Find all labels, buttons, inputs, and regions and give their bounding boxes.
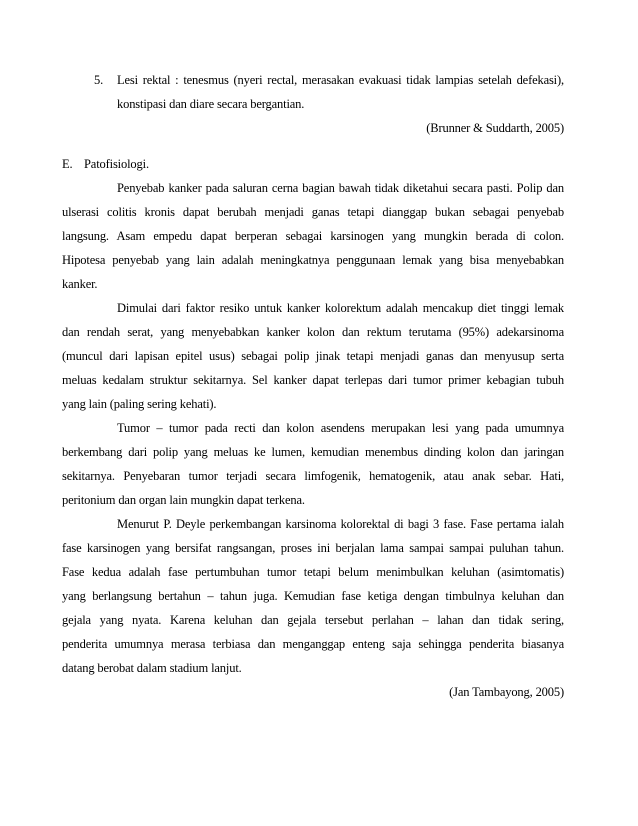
paragraph-line: Hipotesa penyebab yang lain adalah meningkatnya penggunaan lemak yang bisa menyebabkan xyxy=(62,253,564,267)
paragraph-line: yang berlangsung bertahun – tahun juga. Kemudian fase ketiga dengan timbulnya keluhan dan xyxy=(62,589,564,603)
paragraph-line: (muncul dari lapisan epitel usus) sebagai polip jinak tetapi menjadi ganas dan menyusup serta xyxy=(62,349,564,363)
paragraph-line: kanker. xyxy=(62,277,98,291)
paragraph-line: Penyebab kanker pada saluran cerna bagian bawah tidak diketahui secara pasti. Polip dan xyxy=(117,181,564,195)
paragraph-line: berkembang dari polip yang meluas ke lumen, kemudian menembus dinding kolon dan jaringan xyxy=(62,445,564,459)
paragraph-line: meluas kedalam struktur sekitarnya. Sel kanker dapat terlepas dari tumor primer kebagian tubuh xyxy=(62,373,564,387)
paragraph-line: dan rendah serat, yang menyebabkan kanker kolon dan rektum terutama (95%) adekarsinoma xyxy=(62,325,564,339)
paragraph-line: peritonium dan organ lain mungkin dapat terkena. xyxy=(62,493,305,507)
paragraph-line: yang lain (paling sering kehati). xyxy=(62,397,217,411)
citation: (Jan Tambayong, 2005) xyxy=(449,685,564,699)
paragraph-line: sekitarnya. Penyebaran tumor terjadi secara limfogenik, hematogenik, atau anak sebar. Hati, xyxy=(62,469,564,483)
list-item-number: 5. xyxy=(94,73,104,87)
paragraph-line: Fase kedua adalah fase pertumbuhan tumor tetapi belum menimbulkan keluhan (asimtomatis) xyxy=(62,565,564,579)
list-item-line: Lesi rektal : tenesmus (nyeri rectal, merasakan evakuasi tidak lampias setelah defekasi), xyxy=(117,73,564,87)
paragraph-line: langsung. Asam empedu dapat berperan sebagai karsinogen yang mungkin berada di colon. xyxy=(62,229,564,243)
paragraph-line: datang berobat dalam stadium lanjut. xyxy=(62,661,242,675)
paragraph-line: fase karsinogen yang bersifat rangsangan, proses ini berjalan lama sampai sampai puluhan tahun. xyxy=(62,541,564,555)
section-title: Patofisiologi. xyxy=(84,157,149,171)
list-item-line: konstipasi dan diare secara bergantian. xyxy=(117,97,305,111)
paragraph-line: Menurut P. Deyle perkembangan karsinoma kolorektal di bagi 3 fase. Fase pertama ialah xyxy=(117,517,564,531)
paragraph-line: Dimulai dari faktor resiko untuk kanker kolorektum adalah mencakup diet tinggi lemak xyxy=(117,301,564,315)
section-heading xyxy=(62,156,149,172)
paragraph-line: gejala yang nyata. Karena keluhan dan gejala tersebut perlahan – lahan dan tidak sering, xyxy=(62,613,564,627)
paragraph-line: penderita umumnya merasa terbiasa dan menganggap enteng saja sehingga penderita biasanya xyxy=(62,637,564,651)
section-letter: E. xyxy=(62,157,73,171)
citation: (Brunner & Suddarth, 2005) xyxy=(426,121,564,135)
paragraph-line: ulserasi colitis kronis dapat berubah menjadi ganas tetapi dianggap bukan sebagai penyebab xyxy=(62,205,564,219)
paragraph-line: Tumor – tumor pada recti dan kolon asendens merupakan lesi yang pada umumnya xyxy=(117,421,564,435)
